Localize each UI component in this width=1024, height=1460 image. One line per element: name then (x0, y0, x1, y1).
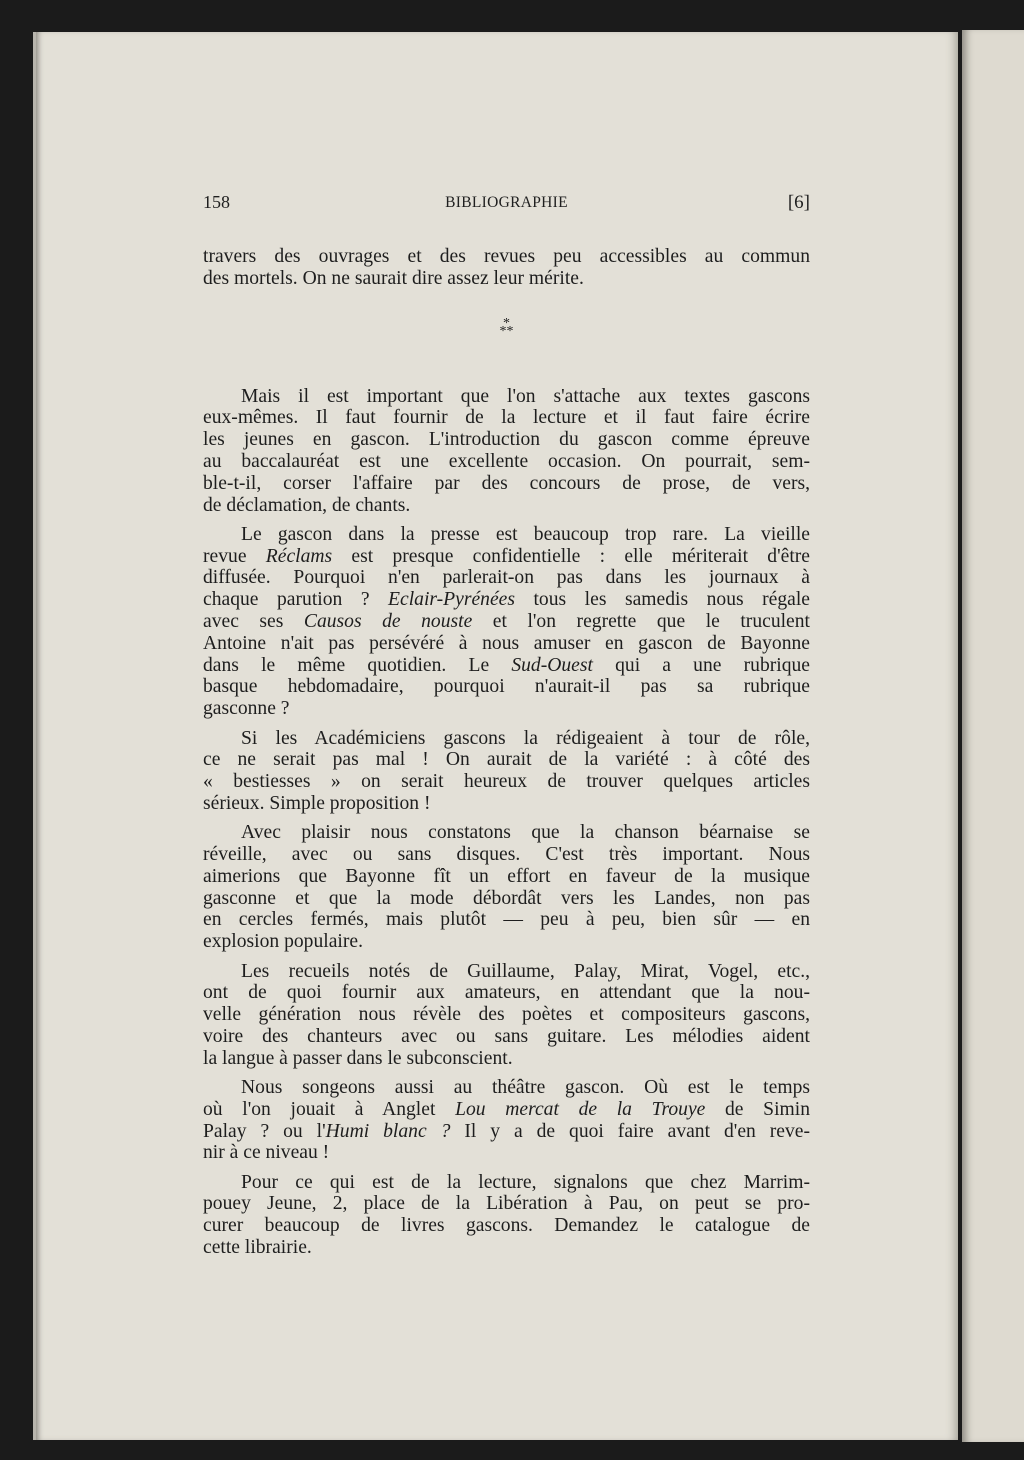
text-run: Il y a de quoi faire avant d'en reve- (450, 1120, 810, 1142)
text-run: réveille, avec ou sans disques. C'est très important. Nous (203, 844, 810, 866)
text-run: où l'on jouait à Anglet (203, 1098, 456, 1120)
text-run: Mais il est important que l'on s'attache aux textes gascons (241, 385, 810, 407)
text-line (203, 633, 810, 655)
text-run: gasconne et que la mode débordât vers les Landes, non pas (203, 887, 810, 909)
italic-title: Eclair-Pyrénées (388, 589, 515, 611)
text-run: aimerions que Bayonne fît un effort en faveur de la musique (203, 865, 810, 887)
text-line (203, 524, 810, 546)
text-line (203, 1077, 810, 1099)
italic-title: Causos de nouste (303, 611, 473, 633)
text-run: la langue à passer dans le subconscient. (203, 1047, 513, 1069)
text-run: sérieux. Simple proposition ! (203, 792, 431, 814)
text-run: chaque parution ? (203, 589, 389, 611)
text-run: pouey Jeune, 2, place de la Libération à Pau, on peut se pro- (203, 1193, 810, 1215)
text-run: les jeunes en gascon. L'introduction du gascon comme épreuve (203, 429, 810, 451)
text-run: gasconne ? (203, 698, 290, 720)
text-run: de déclamation, de chants. (203, 494, 411, 516)
text-run: diffusée. Pourquoi n'en parlerait-on pas dans les journaux à (203, 567, 810, 589)
text-line (203, 1121, 810, 1143)
paragraph (203, 1077, 810, 1164)
text-line (203, 1142, 810, 1164)
text-run: et l'on regrette que le truculent (472, 611, 810, 633)
paragraph-gap (203, 953, 810, 961)
text-run: ble-t-il, corser l'affaire par des concours de prose, de vers, (203, 472, 810, 494)
text-line (203, 655, 810, 677)
text-line (203, 749, 810, 771)
text-run: de Simin (705, 1098, 810, 1120)
text-run: nir à ce niveau ! (203, 1142, 330, 1164)
text-run: Palay ? ou l' (203, 1120, 326, 1142)
text-line (203, 822, 810, 844)
text-run: Avec plaisir nous constatons que la chanson béarnaise se (241, 822, 810, 844)
paragraph-gap (203, 1070, 810, 1078)
text-line (203, 793, 810, 815)
text-line (203, 866, 810, 888)
text-run: basque hebdomadaire, pourquoi n'aurait-il pas sa rubrique (203, 676, 810, 698)
text-line (203, 407, 810, 429)
text-run: curer beaucoup de livres gascons. Demandez le catalogue de (203, 1215, 810, 1237)
text-line (203, 698, 810, 720)
paragraph (203, 822, 810, 953)
text-line (203, 1048, 810, 1070)
text-line (203, 567, 810, 589)
text-line (203, 546, 810, 568)
text-run: au baccalauréat est une excellente occasion. On pourrait, sem- (203, 450, 810, 472)
text-run: eux-mêmes. Il faut fournir de la lecture et il faut faire écrire (203, 407, 810, 429)
text-line (203, 888, 810, 910)
text-run: Pour ce qui est de la lecture, signalons que chez Marrim- (241, 1171, 810, 1193)
text-line (203, 1193, 810, 1215)
text-line (203, 844, 810, 866)
text-line (203, 386, 810, 408)
text-line (203, 771, 810, 793)
text-run: Le gascon dans la presse est beaucoup trop rare. La vieille (241, 523, 810, 545)
italic-title: Sud-Ouest (511, 654, 593, 676)
italic-title: Humi blanc ? (325, 1120, 451, 1142)
italic-title: Lou mercat de la Trouye (455, 1098, 706, 1120)
paragraph-gap (203, 720, 810, 728)
text-line (203, 909, 810, 931)
text-run: en cercles fermés, mais plutôt — peu à peu, bien sûr — en (203, 909, 810, 931)
paragraph (203, 961, 810, 1070)
text-line (203, 1004, 810, 1026)
text-run: est presque confidentielle : elle mériterait d'être (332, 545, 810, 567)
text-run: voire des chanteurs avec ou sans guitare. Les mélodies aident (203, 1025, 810, 1047)
paragraph (203, 386, 810, 517)
text-line (203, 961, 810, 983)
paragraph (203, 246, 810, 290)
paragraph (203, 524, 810, 720)
text-line (203, 1215, 810, 1237)
text-run: Les recueils notés de Guillaume, Palay, Mirat, Vogel, etc., (241, 960, 810, 982)
text-run: qui a une rubrique (592, 654, 810, 676)
paragraph (203, 728, 810, 815)
paragraph-gap (203, 815, 810, 823)
text-line (203, 676, 810, 698)
text-run: dans le même quotidien. Le (203, 654, 512, 676)
text-line (203, 1237, 810, 1259)
text-run: ce ne serait pas mal ! On aurait de la variété : à côté des (203, 749, 810, 771)
text-run: « bestiesses » on serait heureux de trouver quelques articles (203, 771, 810, 793)
text-line (203, 589, 810, 611)
asterism: * ** (499, 315, 514, 339)
page-number: 158 (203, 192, 230, 212)
text-line (203, 611, 810, 633)
text-line (203, 982, 810, 1004)
text-run: cette librairie. (203, 1237, 312, 1259)
text-line (203, 246, 810, 268)
text-run: Nous songeons aussi au théâtre gascon. Où est le temps (241, 1077, 810, 1098)
text-run: travers des ouvrages et des revues peu accessibles au commun (203, 246, 810, 267)
paragraph-gap (203, 1164, 810, 1172)
facing-page-edge (962, 30, 1024, 1442)
paragraph-gap (203, 516, 810, 524)
text-line (203, 495, 810, 517)
text-run: velle génération nous révèle des poètes et compositeurs gascons, (203, 1004, 810, 1026)
text-run: Antoine n'ait pas persévéré à nous amuser en gascon de Bayonne (203, 632, 810, 654)
text-line (203, 429, 810, 451)
text-run: des mortels. On ne saurait dire assez leur mérite. (203, 267, 584, 289)
italic-title: Réclams (265, 545, 333, 567)
text-line (203, 451, 810, 473)
text-line (203, 1099, 810, 1121)
text-run: explosion populaire. (203, 931, 363, 953)
body-text (203, 246, 810, 1259)
text-line (203, 1026, 810, 1048)
text-line (203, 728, 810, 750)
asterism-divider (203, 290, 810, 386)
text-line (203, 473, 810, 495)
text-run: tous les samedis nous régale (514, 589, 811, 611)
text-run: Si les Académiciens gascons la rédigeaient à tour de rôle, (241, 727, 810, 749)
running-header (203, 192, 810, 218)
text-line (203, 268, 810, 290)
text-run: revue (203, 545, 266, 567)
paragraph (203, 1172, 810, 1259)
text-line (203, 931, 810, 953)
running-title: BIBLIOGRAPHIE (445, 194, 568, 211)
section-number: [6] (787, 192, 810, 213)
text-run: ont de quoi fournir aux amateurs, en attendant que la nou- (203, 982, 810, 1004)
text-run: avec ses (203, 611, 304, 633)
text-line (203, 1172, 810, 1194)
